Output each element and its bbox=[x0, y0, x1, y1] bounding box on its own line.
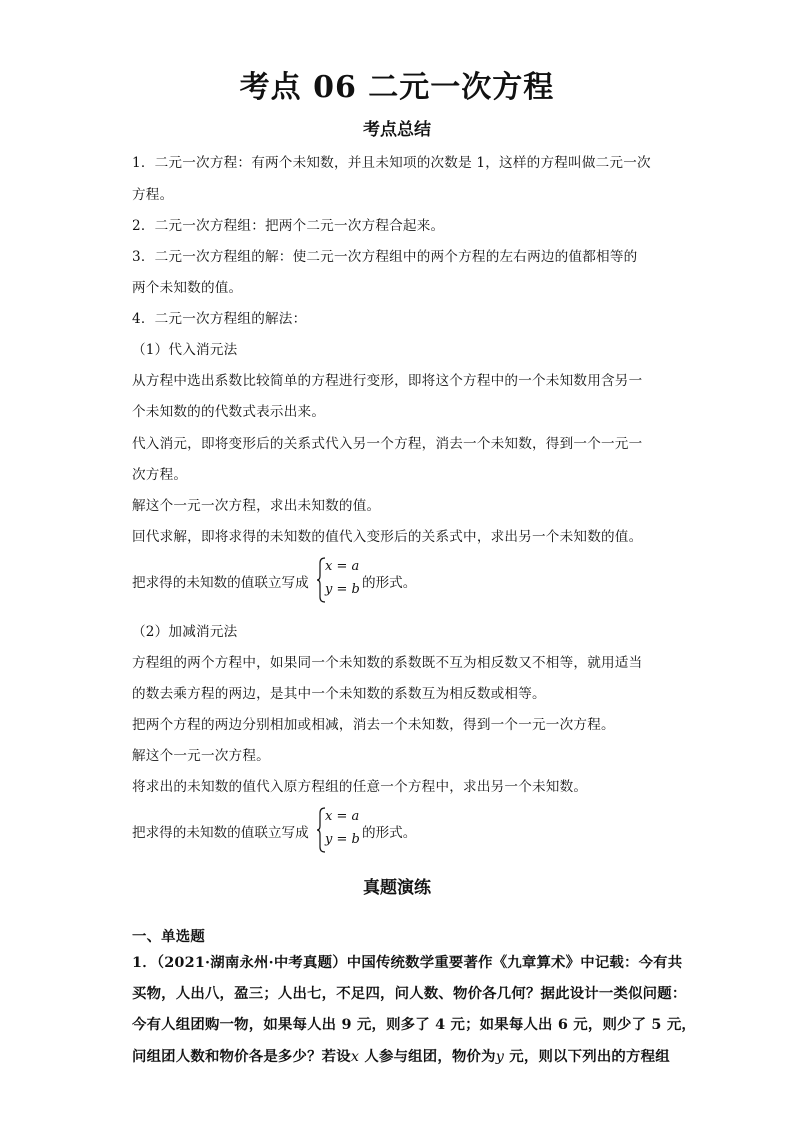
summary-line: 个未知数的的代数式表示出来。 bbox=[132, 404, 326, 420]
summary-line: 解这个一元一次方程。 bbox=[132, 748, 270, 764]
summary-line: 从方程中选出系数比较简单的方程进行变形，即将这个方程中的一个未知数用含另一 bbox=[132, 373, 643, 389]
summary-line: 将求出的未知数的值代入原方程组的任意一个方程中，求出另一个未知数。 bbox=[132, 779, 588, 795]
summary-line: 方程组的两个方程中，如果同一个未知数的系数既不互为相反数又不相等，就用适当 bbox=[132, 655, 643, 671]
summary-line: 2．二元一次方程组：把两个二元一次方程合起来。 bbox=[132, 218, 445, 234]
summary-line: 代入消元，即将变形后的关系式代入另一个方程，消去一个未知数，得到一个一元一 bbox=[132, 436, 643, 452]
summary-line: 的数去乘方程的两边，是其中一个未知数的系数互为相反数或相等。 bbox=[132, 686, 546, 702]
method-heading: （1）代入消元法 bbox=[132, 342, 238, 358]
variable-x: x bbox=[350, 1049, 360, 1065]
equation-y: y = b bbox=[325, 582, 360, 597]
summary-line: 解这个一元一次方程，求出未知数的值。 bbox=[132, 498, 381, 514]
equation-system-line bbox=[132, 807, 432, 853]
question-text: 人参与组团，物价为 bbox=[359, 1048, 496, 1065]
summary-line: 4．二元一次方程组的解法： bbox=[132, 311, 307, 327]
question-line: 1．（2021·湖南永州·中考真题）中国传统数学重要著作《九章算术》中记载：今有共 bbox=[132, 954, 683, 971]
summary-heading: 考点总结 bbox=[363, 120, 431, 140]
method-heading: （2）加减消元法 bbox=[132, 624, 238, 640]
question-line: 买物，人出八，盈三；人出七，不足四，问人数、物价各几何？据此设计一类似问题： bbox=[132, 985, 687, 1002]
summary-line: 3．二元一次方程组的解：使二元一次方程组中的两个方程的左右两边的值都相等的 bbox=[132, 249, 638, 265]
equation-system-line bbox=[132, 557, 432, 603]
summary-line: 两个未知数的值。 bbox=[132, 280, 243, 296]
system-tail: 的形式。 bbox=[362, 825, 417, 841]
question-text: 问组团人数和物价各是多少？若设 bbox=[132, 1048, 351, 1065]
variable-y: y bbox=[495, 1049, 505, 1065]
equation-x: x = a bbox=[325, 559, 360, 574]
question-text: 元，则以下列出的方程组 bbox=[504, 1048, 670, 1065]
question-line bbox=[132, 1045, 670, 1066]
system-tail: 的形式。 bbox=[362, 575, 417, 591]
equation-y: y = b bbox=[325, 832, 360, 847]
summary-line: 1．二元一次方程：有两个未知数，并且未知项的次数是 1，这样的方程叫做二元一次 bbox=[132, 155, 651, 171]
question-line: 今有人组团购一物，如果每人出 9 元，则多了 4 元；如果每人出 6 元，则少了 5 元， bbox=[132, 1016, 697, 1033]
summary-line: 回代求解，即将求得的未知数的值代入变形后的关系式中，求出另一个未知数的值。 bbox=[132, 529, 643, 545]
section-label: 一、单选题 bbox=[132, 928, 205, 945]
practice-heading: 真题演练 bbox=[363, 878, 431, 898]
equation-x: x = a bbox=[325, 809, 360, 824]
summary-line: 方程。 bbox=[132, 187, 174, 203]
system-label: 把求得的未知数的值联立写成 bbox=[132, 575, 309, 591]
system-label: 把求得的未知数的值联立写成 bbox=[132, 825, 309, 841]
summary-line: 次方程。 bbox=[132, 467, 188, 483]
summary-line: 把两个方程的两边分别相加或相减，消去一个未知数，得到一个一元一次方程。 bbox=[132, 717, 615, 733]
page-title: 考点 06 二元一次方程 bbox=[239, 70, 555, 105]
